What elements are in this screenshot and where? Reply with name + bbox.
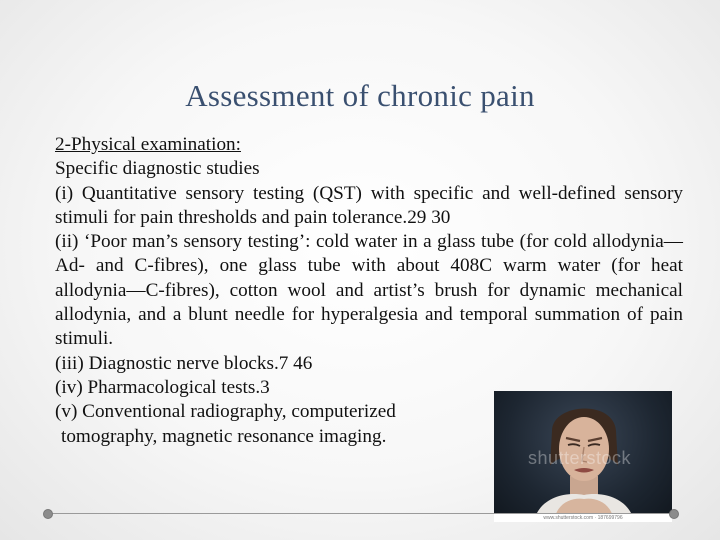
slide-title: Assessment of chronic pain xyxy=(185,78,535,113)
list-item: (iii) Diagnostic nerve blocks.7 46 xyxy=(55,352,313,374)
photo-caption-strip: www.shutterstock.com · 187699796 xyxy=(494,514,672,522)
stock-photo-woman xyxy=(494,391,672,522)
list-item: (v) Conventional radiography, computerized xyxy=(55,401,396,423)
footer-dot-left xyxy=(43,509,53,519)
section-subheading: Specific diagnostic studies xyxy=(55,158,260,180)
section-heading: 2-Physical examination: xyxy=(55,134,241,155)
list-item: tomography, magnetic resonance imaging. xyxy=(61,425,387,447)
footer-line xyxy=(46,513,674,514)
list-item: (ii) ‘Poor man’s sensory testing’: cold water in a glass tube (for cold allodynia—Ad- and C-fibres), one glass tube with about 408C warm water (for heat allodynia—C-fibres), cotton wool and artist’s brush for dynamic mechanical allodynia, and a blunt needle for hyperalgesia and temporal summation of pain stimuli. xyxy=(55,231,683,350)
list-item: (i) Quantitative sensory testing (QST) with specific and well-defined sensory stimuli for pain thresholds and pain tolerance.29 30 xyxy=(55,182,683,228)
list-item: (iv) Pharmacological tests.3 xyxy=(55,376,270,398)
photo-watermark: shutterstock xyxy=(528,448,632,468)
footer-dot-right xyxy=(669,509,679,519)
